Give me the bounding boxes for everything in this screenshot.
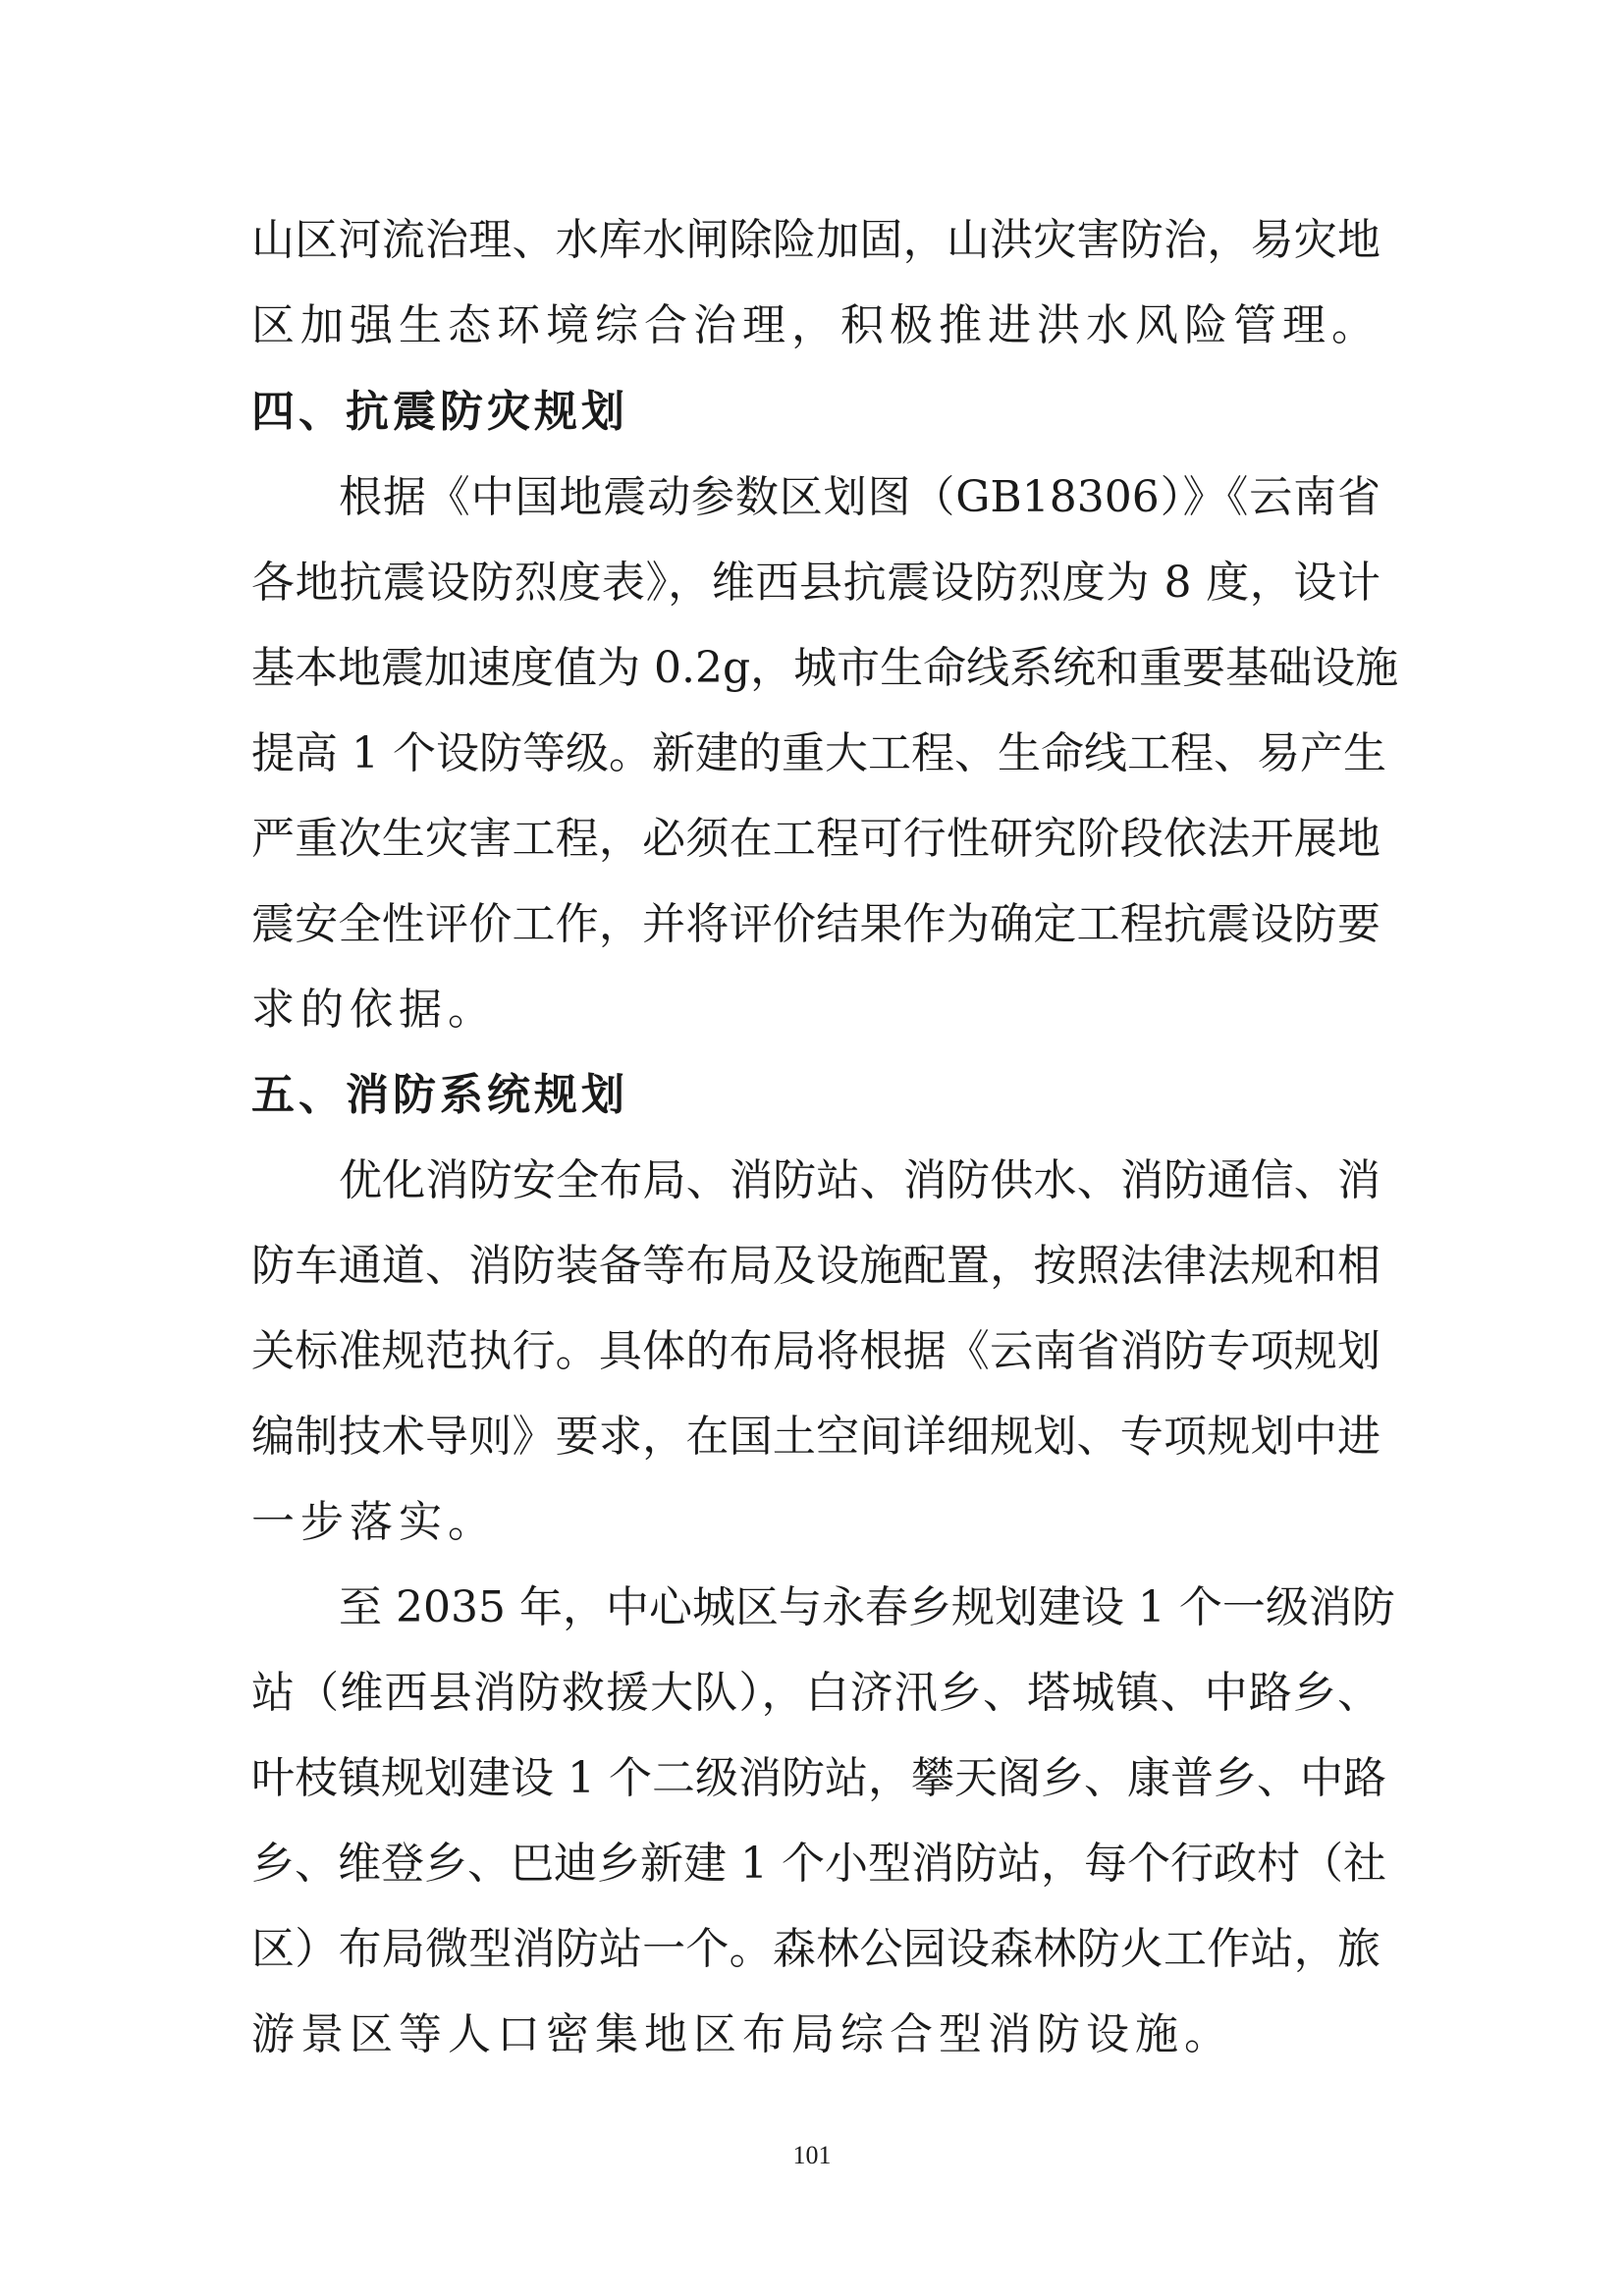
body-text-line: 关标准规范执行。具体的布局将根据《云南省消防专项规划 [251,1326,1380,1376]
body-text-line: 一步落实。 [251,1497,497,1547]
body-text-line: 震安全性评价工作，并将评价结果作为确定工程抗震设防要 [251,899,1380,949]
body-text-line: 严重次生灾害工程，必须在工程可行性研究阶段依法开展地 [251,814,1380,864]
section-heading-fire-protection: 五、消防系统规划 [251,1070,628,1120]
body-text-line: 区）布局微型消防站一个。森林公园设森林防火工作站，旅 [251,1924,1380,1974]
body-text-line: 至 2035 年，中心城区与永春乡规划建设 1 个一级消防 [339,1582,1395,1632]
body-text-line: 根据《中国地震动参数区划图（GB18306）》《云南省 [339,472,1380,522]
body-text-line: 游景区等人口密集地区布局综合型消防设施。 [251,2009,1233,2059]
body-text-line: 求的依据。 [251,985,497,1035]
body-text-line: 区加强生态环境综合治理，积极推进洪水风险管理。 [251,300,1380,350]
body-text-line: 各地抗震设防烈度表》，维西县抗震设防烈度为 8 度，设计 [251,558,1380,608]
body-text-line: 提高 1 个设防等级。新建的重大工程、生命线工程、易产生 [251,728,1386,778]
body-text-line: 乡、维登乡、巴迪乡新建 1 个小型消防站，每个行政村（社 [251,1839,1386,1889]
section-heading-seismic: 四、抗震防灾规划 [251,387,628,437]
body-text-line: 基本地震加速度值为 0.2g，城市生命线系统和重要基础设施 [251,643,1399,693]
body-text-line: 防车通道、消防装备等布局及设施配置，按照法律法规和相 [251,1241,1380,1291]
body-text-line: 优化消防安全布局、消防站、消防供水、消防通信、消 [339,1155,1380,1205]
body-text-line: 山区河流治理、水库水闸除险加固，山洪灾害防治，易灾地 [251,215,1380,265]
body-text-line: 站（维西县消防救援大队），白济汛乡、塔城镇、中路乡、 [251,1668,1380,1718]
body-text-line: 编制技术导则》要求，在国土空间详细规划、专项规划中进 [251,1412,1380,1462]
page-number: 101 [792,2141,832,2169]
body-text-line: 叶枝镇规划建设 1 个二级消防站，攀天阁乡、康普乡、中路 [251,1753,1386,1803]
